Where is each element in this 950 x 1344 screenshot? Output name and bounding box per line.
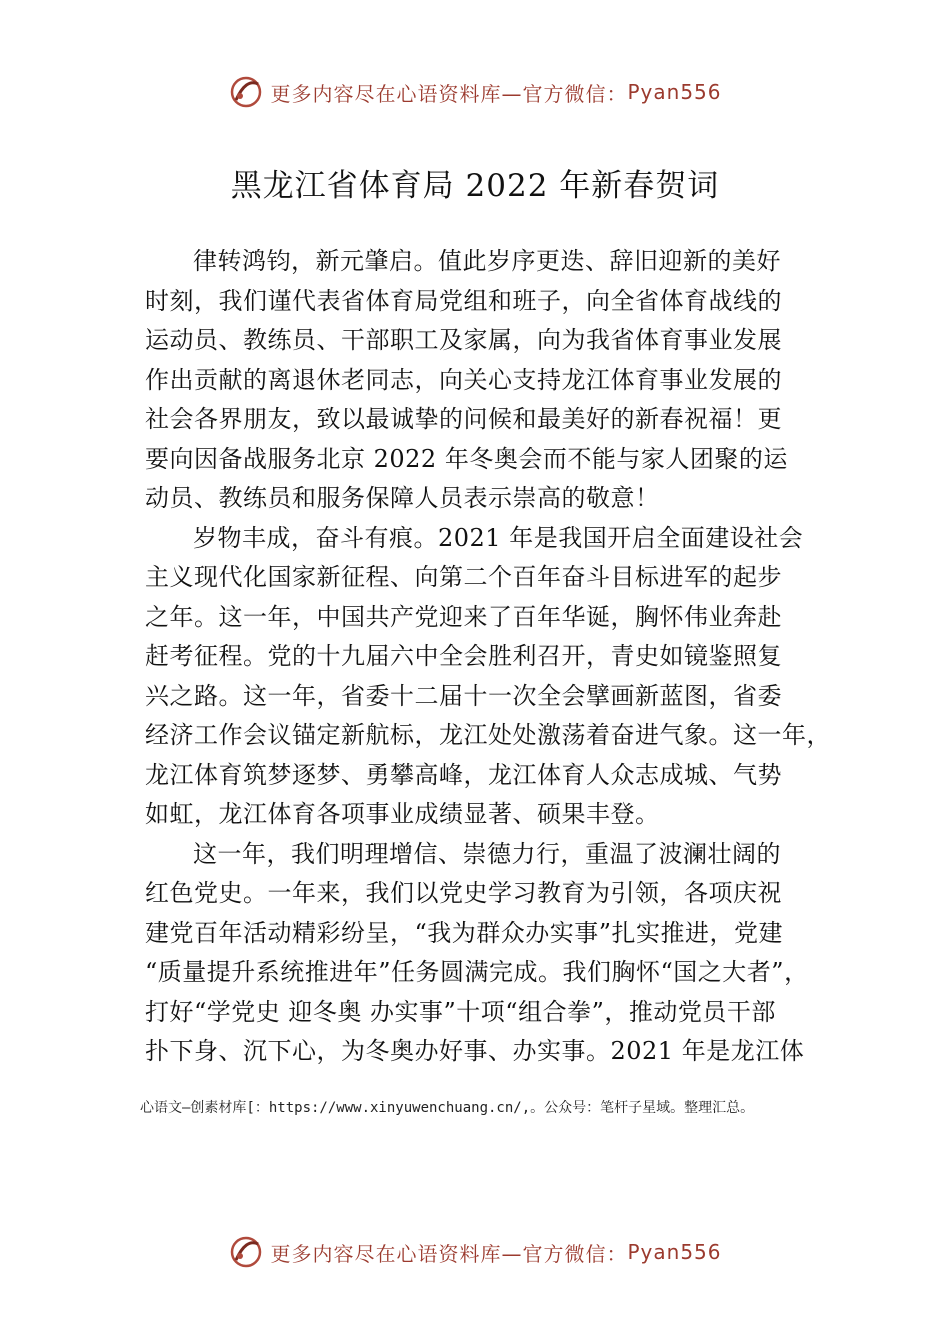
text-line: 之年。这一年，中国共产党迎来了百年华诞，胸怀伟业奔赴	[145, 602, 782, 631]
text-line: 要向因备战服务北京 2022 年冬奥会而不能与家人团聚的运	[145, 444, 788, 473]
text-line: 运动员、教练员、干部职工及家属，向为我省体育事业发展	[145, 326, 782, 354]
header-watermark-banner	[0, 72, 950, 112]
banner-wechat-id: Pyan556	[627, 1240, 722, 1264]
text-line: 红色党史。一年来，我们以党史学习教育为引领，各项庆祝	[145, 879, 782, 907]
text-line: 建党百年活动精彩纷呈，“我为群众办实事”扎实推进，党建	[145, 918, 784, 947]
text-line: 如虹，龙江体育各项事业成绩显著、硕果丰登。	[145, 800, 660, 828]
banner-text: 更多内容尽在心语资料库—官方微信：	[270, 81, 628, 106]
document-title: 黑龙江省体育局 2022 年新春贺词	[230, 168, 720, 204]
text-line: “质量提升系统推进年”任务圆满完成。我们胸怀“国之大者”，	[145, 958, 809, 986]
text-line: 主义现代化国家新征程、向第二个百年奋斗目标进军的起步	[145, 563, 782, 591]
text-line: 扑下身、沉下心，为冬奥办好事、办实事。2021 年是龙江体	[145, 1037, 805, 1065]
text-line: 动员、教练员和服务保障人员表示崇高的敬意！	[145, 484, 660, 512]
brand-logo-icon	[228, 74, 264, 110]
text-line: 经济工作会议锚定新航标，龙江处处激荡着奋进气象。这一年，	[145, 721, 831, 749]
text-line: 社会各界朋友，致以最诚挚的问候和最美好的新春祝福！更	[145, 405, 782, 433]
text-line: 作出贡献的离退休老同志，向关心支持龙江体育事业发展的	[145, 365, 782, 394]
source-note: 心语文—创素材库[：https://www.xinyuwenchuang.cn/,。公众号：笔杆子星域。整理汇总。	[140, 1100, 755, 1116]
text-line: 律转鸿钧，新元肇启。值此岁序更迭、辞旧迎新的美好	[193, 247, 781, 275]
banner-wechat-id: Pyan556	[627, 80, 722, 104]
text-line: 赶考征程。党的十九届六中全会胜利召开，青史如镜鉴照复	[145, 642, 782, 670]
footer-watermark-banner	[0, 1232, 950, 1272]
text-line: 这一年，我们明理增信、崇德力行，重温了波澜壮阔的	[193, 839, 781, 868]
text-line: 龙江体育筑梦逐梦、勇攀高峰，龙江体育人众志成城、气势	[145, 760, 782, 789]
text-line: 兴之路。这一年，省委十二届十一次全会擘画新蓝图，省委	[145, 681, 782, 710]
banner-text: 更多内容尽在心语资料库—官方微信：	[270, 1241, 628, 1266]
document-body	[145, 242, 831, 1072]
brand-logo-icon	[228, 1234, 264, 1270]
text-line: 岁物丰成，奋斗有痕。2021 年是我国开启全面建设社会	[193, 523, 804, 552]
text-line: 时刻，我们谨代表省体育局党组和班子，向全省体育战线的	[145, 286, 782, 315]
text-line: 打好“学党史 迎冬奥 办实事”十项“组合拳”，推动党员干部	[145, 997, 776, 1026]
